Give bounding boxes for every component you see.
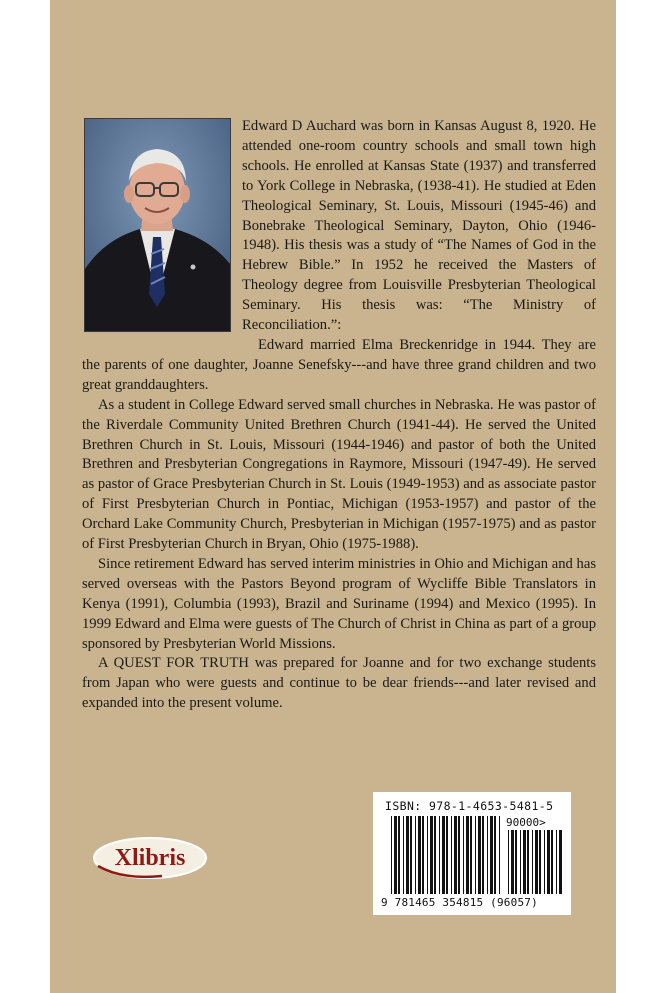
barcode-bar <box>398 816 400 894</box>
barcode-bar <box>422 816 424 894</box>
author-biography <box>82 117 596 714</box>
barcode-bar <box>410 816 412 894</box>
barcode-bar <box>442 816 445 894</box>
barcode-bar <box>454 816 457 894</box>
barcode-bar <box>544 830 545 894</box>
barcode-digits: 9 781465 354815 (96057) <box>381 896 538 909</box>
barcode-bar <box>478 816 481 894</box>
bio-paragraph-4: Since retirement Edward has served interim ministries in Ohio and Michigan and has served overseas with the Pastors Beyond program of Wycliffe Bible Translators in Kenya (1991), Columbia (1993), Brazil and Suriname (1994) and Mexico (1995). In 1999 Edward and Elma were guests of The Church of Christ in China as part of a group sponsored by Presbyterian World Missions. <box>82 555 596 652</box>
barcode-bar <box>556 830 557 894</box>
barcode-bar <box>482 816 484 894</box>
barcode-bar <box>494 816 496 894</box>
barcode-bar <box>559 830 562 894</box>
barcode-bar <box>508 830 509 894</box>
barcode-bar <box>511 830 514 894</box>
barcode-bar <box>458 816 460 894</box>
barcode-bar <box>466 816 469 894</box>
barcode-bar <box>430 816 433 894</box>
barcode-bar <box>470 816 472 894</box>
photo-placeholder-space <box>82 117 242 346</box>
bio-paragraph-2: Edward married Elma Breckenridge in 1944. They are the parents of one daughter, Joanne Senefsky---and have three grand children and two great granddaughters. <box>82 336 596 393</box>
barcode-bar <box>523 830 526 894</box>
barcode-bar <box>403 816 404 894</box>
barcode-bar <box>532 830 533 894</box>
barcode-bar <box>551 830 553 894</box>
barcode-bar <box>451 816 452 894</box>
barcode-bar <box>547 830 550 894</box>
barcode-bar <box>475 816 476 894</box>
price-code: 90000> <box>506 816 546 829</box>
isbn-label: ISBN: 978-1-4653-5481-5 <box>385 799 554 813</box>
barcode-bar <box>415 816 416 894</box>
barcode-bar <box>499 816 500 894</box>
barcode-bar <box>490 816 493 894</box>
barcode-bar <box>520 830 521 894</box>
barcode-panel <box>373 792 571 915</box>
barcode-bar <box>527 830 529 894</box>
barcode-bar <box>446 816 448 894</box>
barcode-bar <box>463 816 464 894</box>
bio-paragraph-3: As a student in College Edward served small churches in Nebraska. He was pastor of the Riverdale Community United Brethren Church (1941-44). He served the United Brethren Church in St. Louis, Missouri (1944-1946) and pastor of both the United Brethren and Presbyterian Congregations in Raymore, Missouri (1947-49). He served as pastor of Grace Presbyterian Church in St. Louis (1949-1953) and as associate pastor of First Presbyterian Church in Pontiac, Michigan (1953-1957) and pastor of the Orchard Lake Community Church, Presbyterian in Michigan (1957-1975) and as pastor of First Presbyterian Church in Bryan, Ohio (1975-1988). <box>82 396 596 553</box>
xlibris-logo <box>92 836 208 880</box>
barcode-bar <box>394 816 397 894</box>
barcode-bar <box>427 816 428 894</box>
barcode-bar <box>391 816 392 894</box>
barcode-bar <box>487 816 488 894</box>
bio-paragraph-1: Edward D Auchard was born in Kansas August 8, 1920. He attended one-room country schools and small town high schools. He enrolled at Kansas State (1937) and transferred to York College in Nebraska, (1938-41). He studied at Eden Theological Seminary, St. Louis, Missouri (1945-46) and Bonebrake Theological Seminary, Dayton, Ohio (1946-1948). His thesis was a study of “The Names of God in the Hebrew Bible.” In 1952 he received the Masters of Theology degree from Louisville Presbyterian Theological Seminary. His thesis was: “The Ministry of Reconciliation.”: <box>242 118 596 334</box>
barcode-bar <box>539 830 541 894</box>
xlibris-wordmark: Xlibris <box>114 845 186 871</box>
xlibris-logo-image <box>92 836 208 880</box>
barcode-bar <box>406 816 409 894</box>
bio-paragraph-5: A QUEST FOR TRUTH was prepared for Joanne and for two exchange students from Japan who were guests and continue to be dear friends---and later revised and expanded into the present volume. <box>82 655 596 712</box>
barcode-bar <box>439 816 440 894</box>
barcode-bar <box>434 816 436 894</box>
barcode-bar <box>418 816 421 894</box>
barcode-bar <box>515 830 517 894</box>
barcode-bar <box>535 830 538 894</box>
